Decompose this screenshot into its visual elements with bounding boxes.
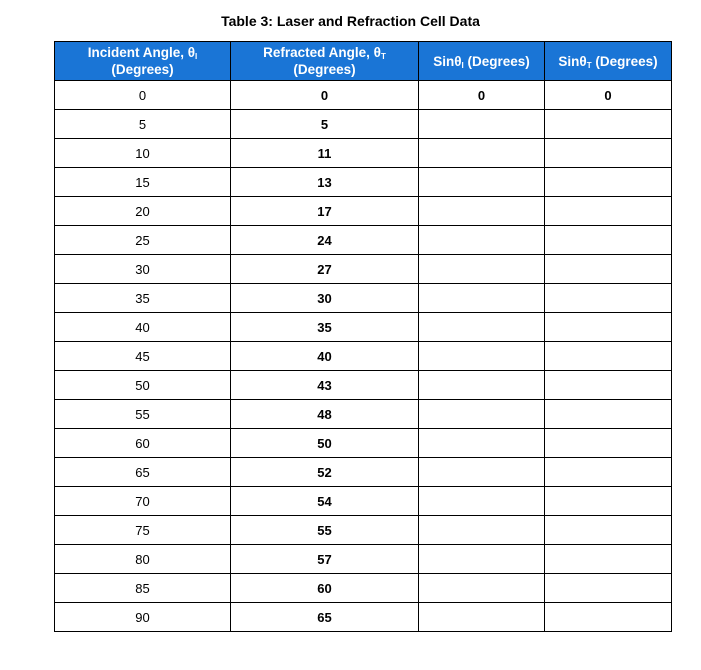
refracted-angle-cell: 43: [231, 371, 419, 400]
sin-refracted-cell: [545, 255, 672, 284]
refracted-angle-cell: 0: [231, 81, 419, 110]
refracted-angle-cell: 30: [231, 284, 419, 313]
refracted-angle-cell: 50: [231, 429, 419, 458]
refracted-angle-cell: 52: [231, 458, 419, 487]
table-row: [55, 429, 672, 458]
table-row: [55, 371, 672, 400]
sin-refracted-cell: [545, 168, 672, 197]
refracted-angle-cell: 54: [231, 487, 419, 516]
sin-refracted-cell: 0: [545, 81, 672, 110]
table-header-row: [55, 42, 672, 81]
sin-incident-cell: [419, 516, 545, 545]
sin-refracted-cell: [545, 429, 672, 458]
incident-angle-cell: 50: [55, 371, 231, 400]
refracted-angle-cell: 5: [231, 110, 419, 139]
table-row: [55, 400, 672, 429]
sin-incident-cell: [419, 197, 545, 226]
table-row: [55, 226, 672, 255]
sin-refracted-cell: [545, 284, 672, 313]
incident-angle-cell: 70: [55, 487, 231, 516]
sin-refracted-cell: [545, 487, 672, 516]
header-incident-angle-unit: (Degrees): [111, 62, 174, 77]
refracted-angle-cell: 65: [231, 603, 419, 632]
incident-angle-cell: 35: [55, 284, 231, 313]
sin-incident-cell: [419, 342, 545, 371]
header-sin-refracted: Sinθ$_T$ (Degrees): [545, 42, 672, 81]
header-incident-angle: [55, 42, 231, 81]
refracted-angle-cell: 35: [231, 313, 419, 342]
sin-incident-cell: [419, 603, 545, 632]
header-refracted-angle-text: Refracted Angle, $\theta_T$: [263, 45, 386, 61]
incident-angle-cell: 30: [55, 255, 231, 284]
sin-incident-cell: [419, 487, 545, 516]
incident-angle-cell: 20: [55, 197, 231, 226]
sin-incident-cell: [419, 139, 545, 168]
incident-angle-cell: 75: [55, 516, 231, 545]
sin-incident-cell: [419, 168, 545, 197]
incident-angle-cell: 60: [55, 429, 231, 458]
table-row: [55, 516, 672, 545]
refracted-angle-cell: 11: [231, 139, 419, 168]
sin-incident-cell: [419, 110, 545, 139]
table-row: [55, 545, 672, 574]
incident-angle-cell: 65: [55, 458, 231, 487]
table-row: [55, 168, 672, 197]
sin-incident-cell: [419, 226, 545, 255]
refracted-angle-cell: 48: [231, 400, 419, 429]
refracted-angle-cell: 60: [231, 574, 419, 603]
incident-angle-cell: 55: [55, 400, 231, 429]
sin-refracted-cell: [545, 197, 672, 226]
header-incident-angle-text: Incident Angle, $\theta_I$: [87, 45, 198, 61]
sin-refracted-cell: [545, 545, 672, 574]
sin-refracted-cell: [545, 458, 672, 487]
sin-refracted-cell: [545, 516, 672, 545]
incident-angle-cell: 90: [55, 603, 231, 632]
header-sin-incident: Sinθ$_I$ (Degrees): [419, 42, 545, 81]
sin-refracted-cell: [545, 110, 672, 139]
table-row: [55, 284, 672, 313]
table-row: [55, 139, 672, 168]
sin-refracted-cell: [545, 313, 672, 342]
data-table: [54, 41, 672, 632]
table-row: [55, 110, 672, 139]
refracted-angle-cell: 24: [231, 226, 419, 255]
refracted-angle-cell: 40: [231, 342, 419, 371]
table-row: [55, 487, 672, 516]
sin-refracted-cell: [545, 400, 672, 429]
refracted-angle-cell: 13: [231, 168, 419, 197]
refracted-angle-cell: 17: [231, 197, 419, 226]
sin-incident-cell: 0: [419, 81, 545, 110]
sin-incident-cell: [419, 284, 545, 313]
table-row: [55, 342, 672, 371]
table-body: [55, 81, 672, 632]
table-row: [55, 255, 672, 284]
sin-incident-cell: [419, 545, 545, 574]
sin-incident-cell: [419, 313, 545, 342]
sin-incident-cell: [419, 429, 545, 458]
incident-angle-cell: 25: [55, 226, 231, 255]
incident-angle-cell: 15: [55, 168, 231, 197]
incident-angle-cell: 45: [55, 342, 231, 371]
refracted-angle-cell: 57: [231, 545, 419, 574]
refracted-angle-cell: 55: [231, 516, 419, 545]
table-row: [55, 603, 672, 632]
incident-angle-cell: 0: [55, 81, 231, 110]
table-row: [55, 313, 672, 342]
incident-angle-cell: 80: [55, 545, 231, 574]
table-title: Table 3: Laser and Refraction Cell Data: [221, 13, 480, 29]
sin-refracted-cell: [545, 371, 672, 400]
incident-angle-cell: 40: [55, 313, 231, 342]
sin-incident-cell: [419, 574, 545, 603]
sin-refracted-cell: [545, 342, 672, 371]
sin-incident-cell: [419, 255, 545, 284]
sin-refracted-cell: [545, 574, 672, 603]
incident-angle-cell: 5: [55, 110, 231, 139]
table-row: [55, 197, 672, 226]
table-row: [55, 574, 672, 603]
header-refracted-angle: [231, 42, 419, 81]
sin-refracted-cell: [545, 139, 672, 168]
sin-incident-cell: [419, 400, 545, 429]
sin-refracted-cell: [545, 603, 672, 632]
sin-incident-cell: [419, 458, 545, 487]
header-refracted-angle-unit: (Degrees): [293, 62, 356, 77]
table-row: [55, 458, 672, 487]
incident-angle-cell: 85: [55, 574, 231, 603]
table-row: [55, 81, 672, 110]
sin-refracted-cell: [545, 226, 672, 255]
refracted-angle-cell: 27: [231, 255, 419, 284]
incident-angle-cell: 10: [55, 139, 231, 168]
sin-incident-cell: [419, 371, 545, 400]
